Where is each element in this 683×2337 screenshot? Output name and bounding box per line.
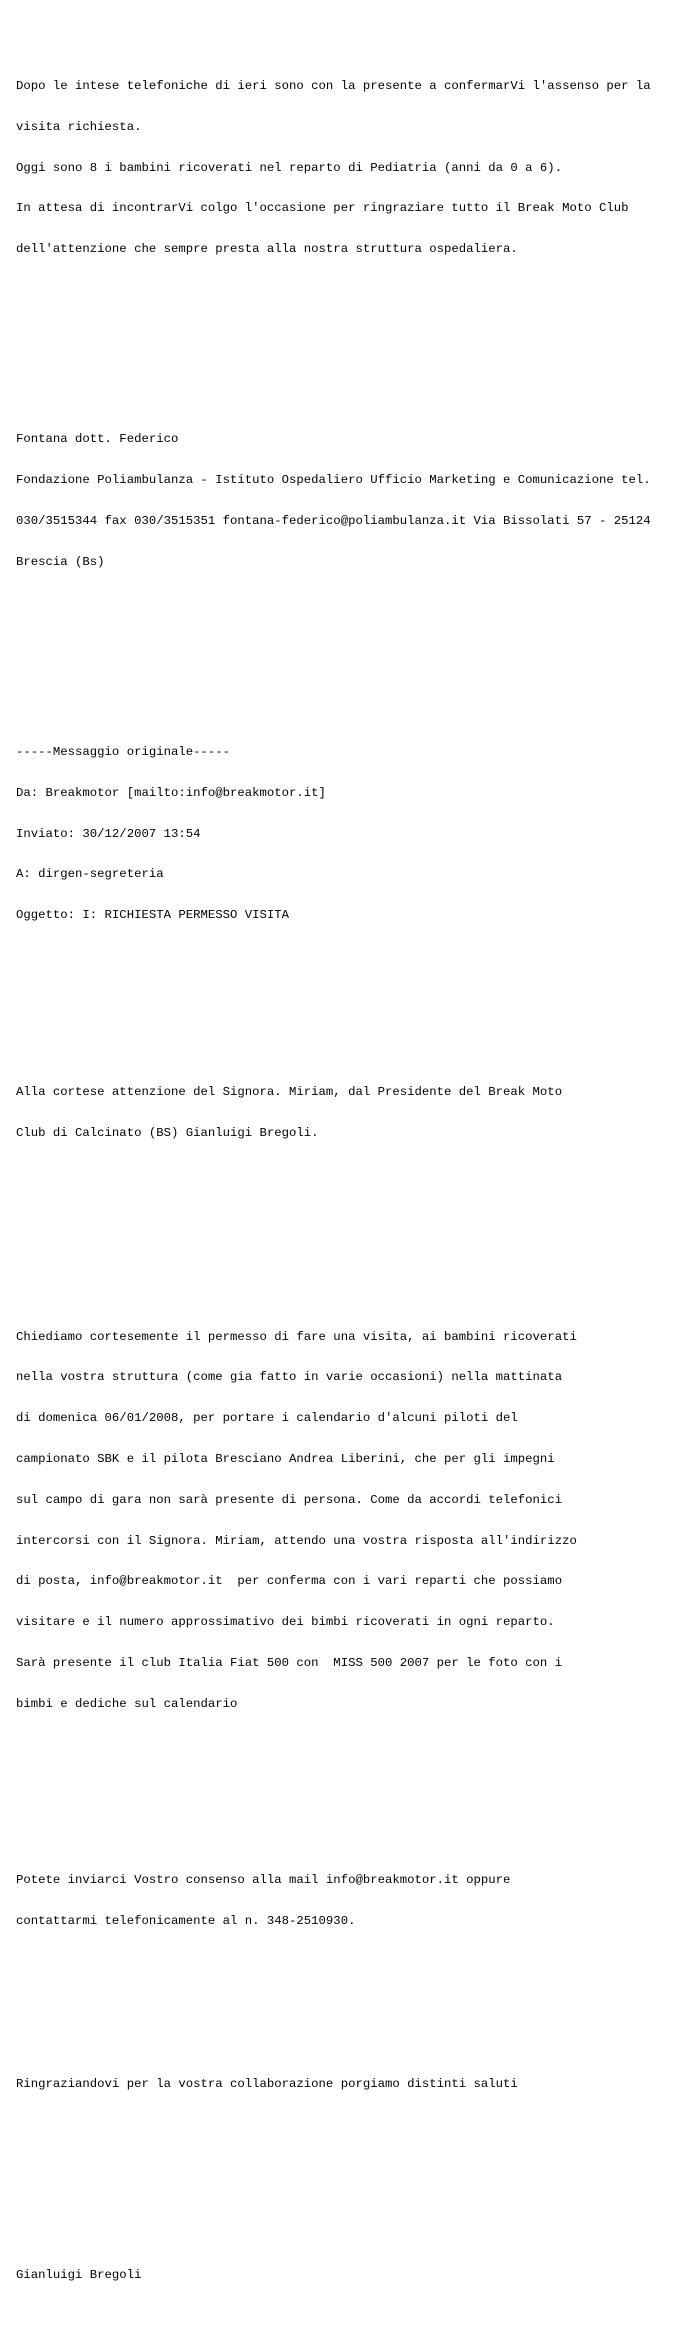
attention-paragraph [16, 1059, 680, 1168]
spacer [16, 1208, 680, 1262]
attention-line: Club di Calcinato (BS) Gianluigi Bregoli. [16, 1125, 319, 1140]
spacer [16, 1997, 680, 2011]
reply-paragraph [16, 53, 680, 284]
reply-line: Dopo le intese telefoniche di ieri sono con la presente a confermarVi l'assenso per la [16, 78, 651, 93]
request-line: Chiediamo cortesemente il permesso di fare una visita, ai bambini ricoverati [16, 1329, 577, 1344]
original-message-header [16, 719, 680, 950]
reply-line: dell'attenzione che sempre presta alla nostra struttura ospedaliera. [16, 242, 518, 257]
email-body [16, 12, 680, 2337]
spacer [16, 2160, 680, 2201]
contact-line: contattarmi telefonicamente al n. 348-2510930. [16, 1914, 356, 1929]
sender-signature-block [16, 406, 680, 596]
request-line: sul campo di gara non sarà presente di persona. Come da accordi telefonici [16, 1492, 563, 1507]
signature-line: 030/3515344 fax 030/3515351 fontana-federico@poliambulanza.it Via Bissolati 57 - 25124 [16, 513, 651, 528]
original-message-separator: -----Messaggio originale----- [16, 745, 231, 760]
reply-line: In attesa di incontrarVi colgo l'occasione per ringraziare tutto il Break Moto Club [16, 201, 629, 216]
signature-line: Brescia (Bs) [16, 554, 105, 569]
contact-paragraph [16, 1847, 680, 1956]
request-line: di posta, info@breakmotor.it per conferma con i vari reparti che possiamo [16, 1574, 563, 1589]
spacer [16, 637, 680, 678]
subject-field: Oggetto: I: RICHIESTA PERMESSO VISITA [16, 908, 290, 923]
spacer [16, 1779, 680, 1806]
reply-line: visita richiesta. [16, 119, 142, 134]
sender-name-block [16, 2241, 680, 2309]
signature-line: Fontana dott. Federico [16, 432, 179, 447]
request-line: intercorsi con il Signora. Miriam, attendo una vostra risposta all'indirizzo [16, 1533, 577, 1548]
contact-line: Potete inviarci Vostro consenso alla mail info@breakmotor.it oppure [16, 1873, 511, 1888]
request-line: nella vostra struttura (come gia fatto in varie occasioni) nella mattinata [16, 1370, 563, 1385]
request-line: Sarà presente il club Italia Fiat 500 con MISS 500 2007 per le foto con i [16, 1655, 563, 1670]
request-line: di domenica 06/01/2008, per portare i calendario d'alcuni piloti del [16, 1411, 518, 1426]
closing-paragraph [16, 2051, 680, 2119]
reply-line: Oggi sono 8 i bambini ricoverati nel reparto di Pediatria (anni da 0 a 6). [16, 160, 563, 175]
attention-line: Alla cortese attenzione del Signora. Miriam, dal Presidente del Break Moto [16, 1084, 563, 1099]
request-line: campionato SBK e il pilota Bresciano Andrea Liberini, che per gli impegni [16, 1451, 555, 1466]
request-line: visitare e il numero approssimativo dei bimbi ricoverati in ogni reparto. [16, 1615, 555, 1630]
spacer [16, 325, 680, 366]
sender-name: Gianluigi Bregoli [16, 2267, 142, 2282]
to-field: A: dirgen-segreteria [16, 867, 164, 882]
spacer [16, 991, 680, 1018]
from-field: Da: Breakmotor [mailto:info@breakmotor.it] [16, 785, 326, 800]
request-line: bimbi e dediche sul calendario [16, 1696, 238, 1711]
closing-line: Ringraziandovi per la vostra collaborazione porgiamo distinti saluti [16, 2077, 518, 2092]
sent-field: Inviato: 30/12/2007 13:54 [16, 826, 201, 841]
request-paragraph [16, 1303, 680, 1738]
signature-line: Fondazione Poliambulanza - Istituto Ospedaliero Ufficio Marketing e Comunicazione tel. [16, 473, 651, 488]
